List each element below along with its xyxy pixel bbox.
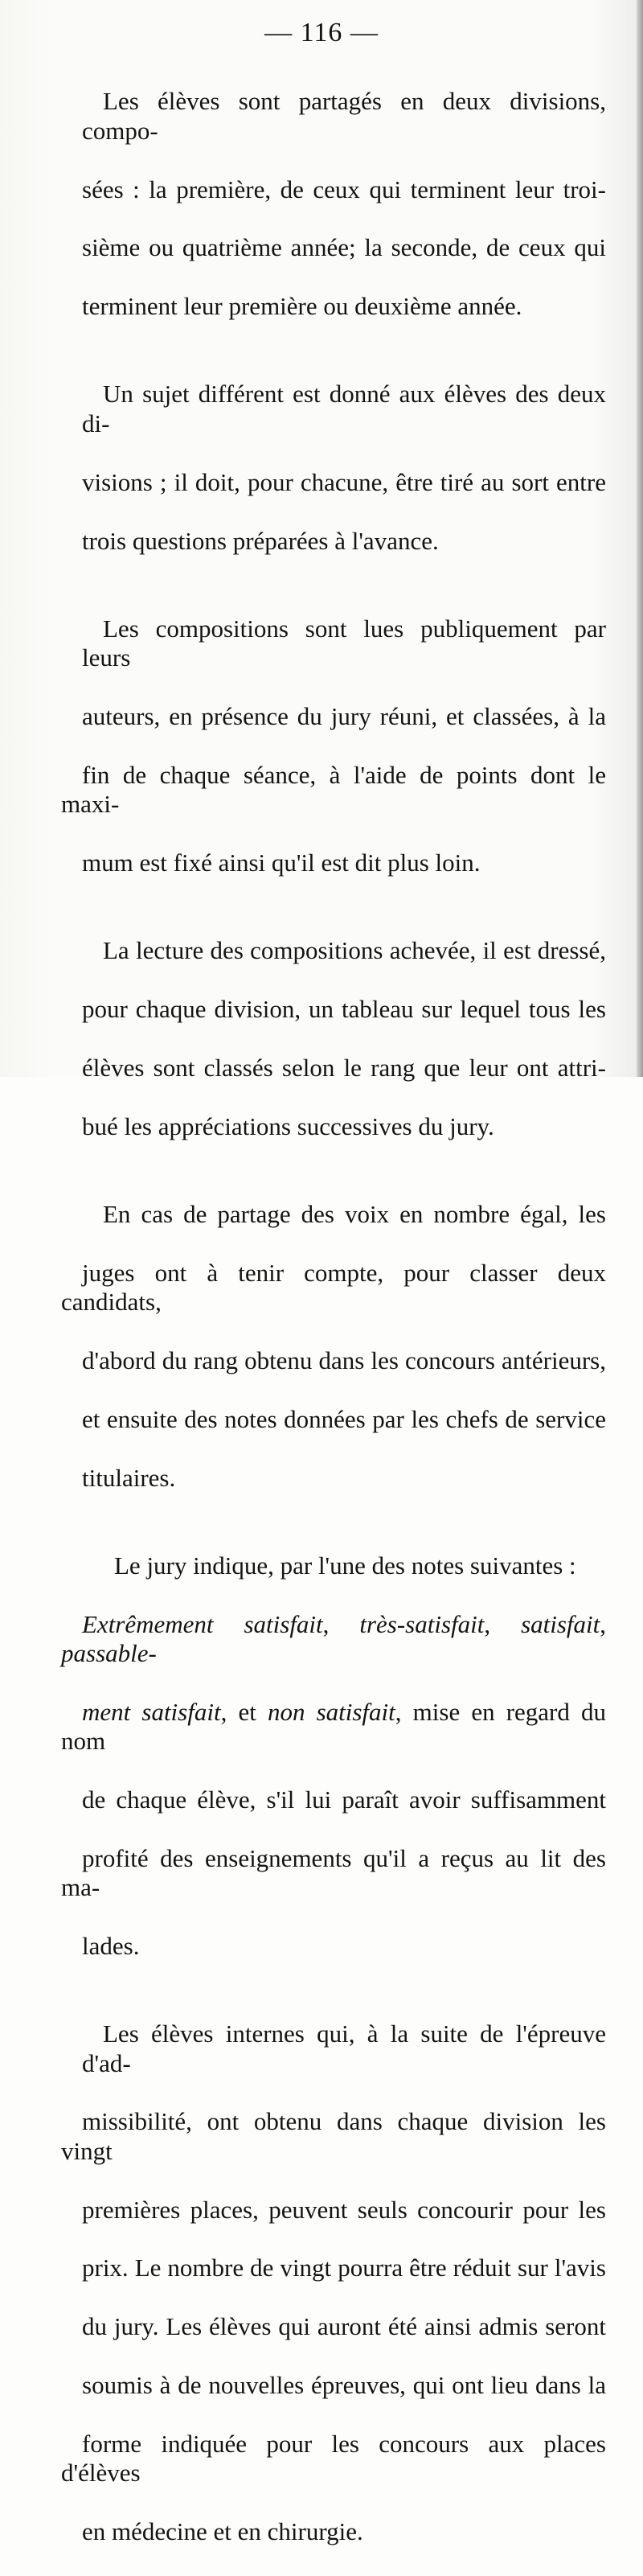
text-line: élèves sont classés selon le rang que leur ont attri- bbox=[82, 1053, 606, 1082]
text-line: Les élèves sont partagés en deux divisions, compo- bbox=[82, 87, 606, 145]
text-line: trois questions préparées à l'avance. bbox=[82, 526, 439, 555]
italic-term: très-satisfait bbox=[359, 1609, 485, 1638]
text-line: mum est fixé ainsi qu'il est dit plus loin. bbox=[82, 848, 481, 877]
text-line: sième ou quatrième année; la seconde, de ceux qui bbox=[82, 233, 606, 262]
text-line: lades. bbox=[82, 1932, 140, 1960]
text-line: terminent leur première ou deuxième année. bbox=[82, 292, 522, 321]
body-text bbox=[61, 58, 606, 2576]
text-line: En cas de partage des voix en nombre égal, les bbox=[103, 1199, 606, 1228]
text-line: profité des enseignements qu'il a reçus au lit des ma- bbox=[61, 1843, 606, 1902]
text-line: premières places, peuvent seuls concourir pour les bbox=[82, 2195, 606, 2224]
paragraph-1 bbox=[61, 58, 606, 351]
text-line: en médecine et en chirurgie. bbox=[82, 2517, 363, 2546]
text-line: de chaque élève, s'il lui paraît avoir suffisamment bbox=[82, 1785, 606, 1814]
text-line: prix. Le nombre de vingt pourra être réduit sur l'avis bbox=[82, 2253, 606, 2282]
italic-term: satisfait bbox=[521, 1609, 600, 1638]
text-line: juges ont à tenir compte, pour classer deux candidats, bbox=[61, 1258, 606, 1317]
page-number: — 116 — bbox=[264, 18, 379, 47]
italic-term: non satisfait bbox=[267, 1697, 395, 1726]
text-line: titulaires. bbox=[82, 1463, 176, 1492]
italic-term: Extrêmement satisfait bbox=[82, 1609, 323, 1638]
paragraph-5 bbox=[61, 1170, 606, 1522]
text-line: Les élèves internes qui, à la suite de l'épreuve d'ad- bbox=[82, 2019, 606, 2077]
paragraph-7 bbox=[61, 1991, 606, 2576]
text-line: et ensuite des notes données par les chefs de service bbox=[82, 1404, 606, 1433]
text-line: d'abord du rang obtenu dans les concours antérieurs, bbox=[82, 1346, 606, 1374]
text-line: Le jury indique, par l'une des notes suivantes : bbox=[114, 1551, 576, 1580]
text-line: fin de chaque séance, à l'aide de points dont le maxi- bbox=[61, 760, 606, 819]
text-line-italic-mixed: Extrêmement satisfait, très-satisfait, satisfait, passable- bbox=[61, 1609, 607, 1667]
text-line-italic-mixed: ment satisfait, et non satisfait, mise en regard du nom bbox=[61, 1697, 606, 1756]
paragraph-4 bbox=[61, 907, 606, 1171]
text-line: Les compositions sont lues publiquement par leurs bbox=[82, 614, 606, 672]
text-line: soumis à de nouvelles épreuves, qui ont lieu dans la bbox=[82, 2371, 606, 2400]
italic-term: ment satisfait bbox=[82, 1697, 221, 1726]
text-line: sées : la première, de ceux qui terminent leur troi- bbox=[82, 175, 606, 203]
text-line: visions ; il doit, pour chacune, être tiré au sort entre bbox=[82, 467, 606, 496]
italic-term: passable- bbox=[61, 1638, 157, 1667]
text-line: missibilité, ont obtenu dans chaque division les vingt bbox=[61, 2107, 606, 2165]
text-line: auteurs, en présence du jury réuni, et classées, à la bbox=[82, 701, 606, 730]
text-line: du jury. Les élèves qui auront été ainsi admis seront bbox=[82, 2312, 606, 2341]
paragraph-6 bbox=[61, 1522, 606, 1991]
paragraph-3 bbox=[61, 585, 606, 906]
text-line: Un sujet différent est donné aux élèves des deux di- bbox=[82, 380, 606, 438]
page-edge-shadow bbox=[637, 0, 643, 1077]
paragraph-2 bbox=[61, 351, 606, 585]
text-line: bué les appréciations successives du jury. bbox=[82, 1111, 494, 1140]
text-line: forme indiquée pour les concours aux places d'élèves bbox=[61, 2429, 606, 2488]
text-line: pour chaque division, un tableau sur lequel tous les bbox=[82, 995, 606, 1023]
text-line: La lecture des compositions achevée, il est dressé, bbox=[103, 936, 606, 965]
